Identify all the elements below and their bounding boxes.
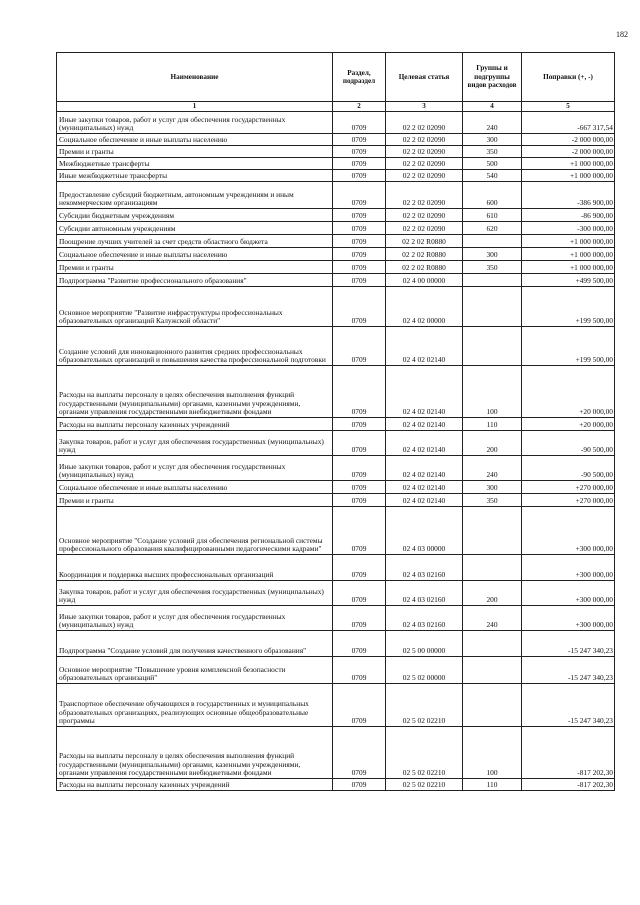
row-amount: +20 000,00 <box>522 366 615 418</box>
row-target: 02 2 02 02090 <box>386 182 463 209</box>
row-target: 02 4 03 00000 <box>386 507 463 555</box>
row-amount: +1 000 000,00 <box>522 248 615 261</box>
table-row <box>57 727 615 779</box>
row-group: 500 <box>463 158 522 170</box>
row-section: 0709 <box>333 684 386 727</box>
row-group <box>463 327 522 366</box>
row-amount: +199 500,00 <box>522 327 615 366</box>
row-group: 620 <box>463 222 522 235</box>
row-amount: +270 000,00 <box>522 481 615 494</box>
row-group <box>463 555 522 581</box>
row-section: 0709 <box>333 494 386 507</box>
table-row <box>57 170 615 182</box>
row-target: 02 2 02 02090 <box>386 158 463 170</box>
row-group: 610 <box>463 209 522 222</box>
row-group <box>463 684 522 727</box>
row-name: Иные закупки товаров, работ и услуг для обеспечения государственных (муниципальных) нужд <box>57 606 333 631</box>
row-section: 0709 <box>333 261 386 274</box>
row-section: 0709 <box>333 555 386 581</box>
row-amount: -2 000 000,00 <box>522 134 615 146</box>
table-row <box>57 366 615 418</box>
row-target: 02 4 02 02140 <box>386 431 463 456</box>
table-row <box>57 494 615 507</box>
table-row <box>57 222 615 235</box>
row-section: 0709 <box>333 134 386 146</box>
row-amount: +1 000 000,00 <box>522 158 615 170</box>
row-name: Премии и гранты <box>57 261 333 274</box>
row-target: 02 4 02 02140 <box>386 366 463 418</box>
row-section: 0709 <box>333 182 386 209</box>
row-name: Расходы на выплаты персоналу казенных учреждений <box>57 779 333 791</box>
table-row <box>57 684 615 727</box>
row-name: Премии и гранты <box>57 146 333 158</box>
header-target: Целевая статья <box>386 53 463 102</box>
row-group: 350 <box>463 261 522 274</box>
table-row <box>57 779 615 791</box>
table-row <box>57 248 615 261</box>
row-amount: +1 000 000,00 <box>522 235 615 248</box>
row-target: 02 2 02 R0880 <box>386 235 463 248</box>
row-name: Субсидии автономным учреждениям <box>57 222 333 235</box>
row-section: 0709 <box>333 158 386 170</box>
page-number: 182 <box>616 30 628 39</box>
row-amount: -90 500,00 <box>522 456 615 481</box>
row-section: 0709 <box>333 581 386 606</box>
amendments-table <box>56 52 615 791</box>
header-group: Группы и подгруппы видов расходов <box>463 53 522 102</box>
column-number: 3 <box>386 102 463 112</box>
table-row <box>57 134 615 146</box>
row-name: Основное мероприятие "Развитие инфраструктуры профессиональных образовательных организаций Калужской области" <box>57 287 333 327</box>
column-number-row <box>57 102 615 112</box>
row-amount: +300 000,00 <box>522 581 615 606</box>
row-name: Расходы на выплаты персоналу в целях обеспечения выполнения функций государственными (муниципальными) органами, казенными учреждениями, органами управления государственными внебюджетными фондами <box>57 727 333 779</box>
column-number: 2 <box>333 102 386 112</box>
table-row <box>57 507 615 555</box>
row-amount: +300 000,00 <box>522 555 615 581</box>
row-target: 02 4 03 02160 <box>386 606 463 631</box>
header-name: Наименование <box>57 53 333 102</box>
row-group <box>463 507 522 555</box>
row-group: 110 <box>463 779 522 791</box>
row-target: 02 2 02 02090 <box>386 170 463 182</box>
table-row <box>57 274 615 287</box>
header-amount: Поправки (+, -) <box>522 53 615 102</box>
row-amount: +1 000 000,00 <box>522 261 615 274</box>
row-name: Социальное обеспечение и иные выплаты населению <box>57 134 333 146</box>
row-target: 02 2 02 02090 <box>386 222 463 235</box>
row-group: 350 <box>463 146 522 158</box>
row-name: Основное мероприятие "Создание условий для обеспечения региональной системы профессионального образования квалифицированными педагогическими кадрами" <box>57 507 333 555</box>
row-group: 240 <box>463 456 522 481</box>
row-name: Координация и поддержка высших профессиональных организаций <box>57 555 333 581</box>
row-group: 300 <box>463 248 522 261</box>
row-amount: -86 900,00 <box>522 209 615 222</box>
table-row <box>57 287 615 327</box>
row-section: 0709 <box>333 170 386 182</box>
header-row <box>57 53 615 102</box>
table-row <box>57 431 615 456</box>
row-section: 0709 <box>333 112 386 134</box>
row-name: Премии и гранты <box>57 494 333 507</box>
row-name: Подпрограмма "Создание условий для получения качественного образования" <box>57 631 333 657</box>
row-group <box>463 287 522 327</box>
row-section: 0709 <box>333 235 386 248</box>
row-group: 110 <box>463 418 522 431</box>
row-amount: +300 000,00 <box>522 606 615 631</box>
row-amount: +270 000,00 <box>522 494 615 507</box>
row-group: 200 <box>463 581 522 606</box>
row-target: 02 5 02 02210 <box>386 727 463 779</box>
row-group <box>463 274 522 287</box>
row-amount: +300 000,00 <box>522 507 615 555</box>
row-name: Иные межбюджетные трансферты <box>57 170 333 182</box>
row-name: Иные закупки товаров, работ и услуг для обеспечения государственных (муниципальных) нужд <box>57 112 333 134</box>
table-row <box>57 481 615 494</box>
row-group <box>463 631 522 657</box>
table-row <box>57 581 615 606</box>
row-target: 02 5 02 02210 <box>386 684 463 727</box>
row-name: Социальное обеспечение и иные выплаты населению <box>57 481 333 494</box>
row-group: 300 <box>463 481 522 494</box>
row-name: Социальное обеспечение и иные выплаты населению <box>57 248 333 261</box>
row-amount: +1 000 000,00 <box>522 170 615 182</box>
row-target: 02 5 02 00000 <box>386 657 463 684</box>
table-row <box>57 209 615 222</box>
row-section: 0709 <box>333 287 386 327</box>
table-row <box>57 631 615 657</box>
row-target: 02 2 02 02090 <box>386 209 463 222</box>
row-amount: -15 247 340,23 <box>522 631 615 657</box>
row-name: Поощрение лучших учителей за счет средств областного бюджета <box>57 235 333 248</box>
table-row <box>57 327 615 366</box>
row-name: Подпрограмма "Развитие профессионального образования" <box>57 274 333 287</box>
column-number: 1 <box>57 102 333 112</box>
row-section: 0709 <box>333 248 386 261</box>
row-amount: +199 500,00 <box>522 287 615 327</box>
table-row <box>57 606 615 631</box>
table-row <box>57 112 615 134</box>
row-section: 0709 <box>333 222 386 235</box>
table-row <box>57 657 615 684</box>
row-name: Расходы на выплаты персоналу в целях обеспечения выполнения функций государственными (муниципальными) органами, казенными учреждениями, органами управления государственными внебюджетными фондами <box>57 366 333 418</box>
row-group: 100 <box>463 727 522 779</box>
row-name: Предоставление субсидий бюджетным, автономным учреждениям и иным некоммерческим организациям <box>57 182 333 209</box>
row-target: 02 4 02 02140 <box>386 456 463 481</box>
column-number: 5 <box>522 102 615 112</box>
row-target: 02 4 02 02140 <box>386 481 463 494</box>
row-amount: -386 900,00 <box>522 182 615 209</box>
row-target: 02 4 02 02140 <box>386 327 463 366</box>
header-section: Раздел, подраздел <box>333 53 386 102</box>
row-target: 02 4 02 00000 <box>386 287 463 327</box>
row-group: 350 <box>463 494 522 507</box>
row-section: 0709 <box>333 456 386 481</box>
row-target: 02 2 02 R0880 <box>386 248 463 261</box>
row-target: 02 2 02 R0880 <box>386 261 463 274</box>
row-target: 02 4 03 02160 <box>386 555 463 581</box>
row-amount: -90 500,00 <box>522 431 615 456</box>
row-amount: -817 202,30 <box>522 779 615 791</box>
row-section: 0709 <box>333 366 386 418</box>
row-section: 0709 <box>333 418 386 431</box>
row-target: 02 4 03 02160 <box>386 581 463 606</box>
table-body <box>57 112 615 791</box>
row-name: Расходы на выплаты персоналу казенных учреждений <box>57 418 333 431</box>
row-target: 02 5 00 00000 <box>386 631 463 657</box>
row-target: 02 5 02 02210 <box>386 779 463 791</box>
row-name: Транспортное обеспечение обучающихся в государственных и муниципальных образовательных организациях, реализующих основные общеобразовательные программы <box>57 684 333 727</box>
row-name: Субсидии бюджетным учреждениям <box>57 209 333 222</box>
row-target: 02 2 02 02090 <box>386 146 463 158</box>
row-target: 02 4 02 02140 <box>386 494 463 507</box>
table-row <box>57 146 615 158</box>
row-name: Основное мероприятие "Повышение уровня комплексной безопасности образовательных организаций" <box>57 657 333 684</box>
row-amount: +499 500,00 <box>522 274 615 287</box>
table-row <box>57 456 615 481</box>
table-row <box>57 235 615 248</box>
row-group: 240 <box>463 606 522 631</box>
row-section: 0709 <box>333 431 386 456</box>
row-section: 0709 <box>333 727 386 779</box>
row-section: 0709 <box>333 274 386 287</box>
row-group: 540 <box>463 170 522 182</box>
row-name: Создание условий для инновационного развития средних профессиональных образовательных организаций и повышения качества профессиональной подготовки <box>57 327 333 366</box>
row-amount: -15 247 340,23 <box>522 657 615 684</box>
column-number: 4 <box>463 102 522 112</box>
row-section: 0709 <box>333 209 386 222</box>
row-section: 0709 <box>333 146 386 158</box>
row-target: 02 2 02 02090 <box>386 134 463 146</box>
row-section: 0709 <box>333 507 386 555</box>
table-row <box>57 158 615 170</box>
row-group <box>463 235 522 248</box>
table-row <box>57 182 615 209</box>
table-row <box>57 555 615 581</box>
row-amount: -300 000,00 <box>522 222 615 235</box>
row-section: 0709 <box>333 606 386 631</box>
row-section: 0709 <box>333 779 386 791</box>
row-target: 02 4 02 02140 <box>386 418 463 431</box>
row-section: 0709 <box>333 327 386 366</box>
table-row <box>57 261 615 274</box>
row-section: 0709 <box>333 481 386 494</box>
table-row <box>57 418 615 431</box>
row-group: 300 <box>463 134 522 146</box>
row-amount: -2 000 000,00 <box>522 146 615 158</box>
row-group: 240 <box>463 112 522 134</box>
row-amount: +20 000,00 <box>522 418 615 431</box>
row-group: 100 <box>463 366 522 418</box>
row-section: 0709 <box>333 657 386 684</box>
row-group: 200 <box>463 431 522 456</box>
row-name: Межбюджетные трансферты <box>57 158 333 170</box>
row-name: Закупка товаров, работ и услуг для обеспечения государственных (муниципальных) нужд <box>57 431 333 456</box>
row-target: 02 2 02 02090 <box>386 112 463 134</box>
row-group: 600 <box>463 182 522 209</box>
row-amount: -817 202,30 <box>522 727 615 779</box>
row-target: 02 4 00 00000 <box>386 274 463 287</box>
row-group <box>463 657 522 684</box>
row-name: Закупка товаров, работ и услуг для обеспечения государственных (муниципальных) нужд <box>57 581 333 606</box>
row-section: 0709 <box>333 631 386 657</box>
row-name: Иные закупки товаров, работ и услуг для обеспечения государственных (муниципальных) нужд <box>57 456 333 481</box>
row-amount: -667 317,54 <box>522 112 615 134</box>
row-amount: -15 247 340,23 <box>522 684 615 727</box>
